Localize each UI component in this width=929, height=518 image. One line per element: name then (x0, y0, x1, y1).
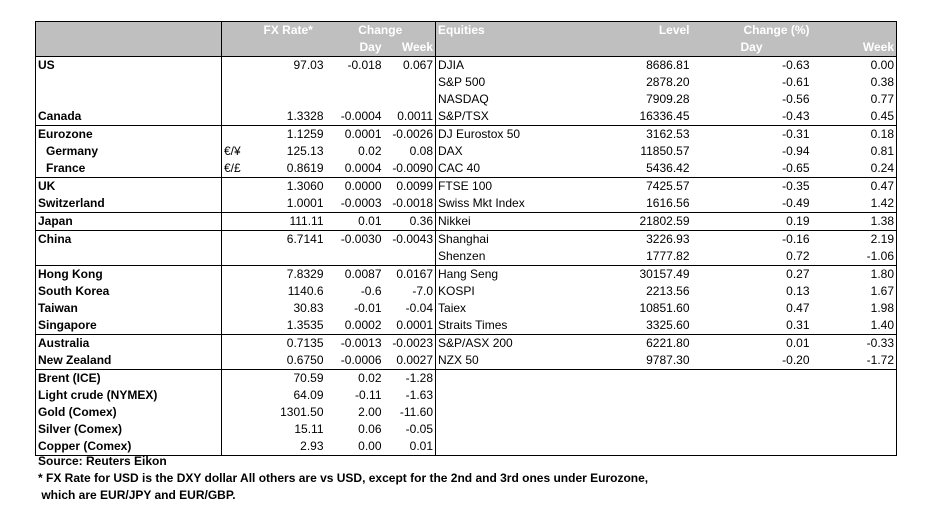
equity-week-change-cell: 1.80 (812, 266, 897, 284)
header-equities: Equities (436, 22, 584, 40)
equity-day-change-cell (692, 421, 812, 438)
equity-day-change-cell: -0.63 (692, 57, 812, 75)
equity-index-cell: Hang Seng (436, 266, 584, 284)
fx-day-change-cell (326, 91, 384, 108)
header-row-1 (36, 22, 897, 40)
equity-level-cell: 2878.20 (646, 75, 690, 89)
fx-rate-cell: 0.8619 (286, 161, 324, 175)
currency-pair-cell: €/£ (224, 161, 241, 175)
equity-index-cell: CAC 40 (436, 160, 584, 178)
country-cell (36, 91, 222, 108)
header-fx-rate: FX Rate* (262, 22, 326, 40)
fx-day-change-cell (326, 248, 384, 266)
equity-day-change-cell (692, 404, 812, 421)
table-row (36, 108, 897, 126)
equity-index-cell: Swiss Mkt Index (436, 195, 584, 213)
equity-day-change-cell: -0.35 (692, 178, 812, 196)
equity-level-cell: 7909.28 (646, 92, 690, 106)
source-note: Source: Reuters Eikon (38, 454, 167, 468)
currency-pair-cell (222, 404, 262, 421)
equity-level-cell: 9787.30 (646, 353, 690, 367)
equity-level-cell (584, 404, 692, 421)
table-row (36, 404, 897, 421)
table-row (36, 283, 897, 300)
fx-rate-cell: 1.3060 (262, 178, 326, 196)
country-cell: US (36, 57, 222, 75)
equity-level-cell: 11850.57 (640, 144, 690, 158)
equity-day-change-cell: -0.61 (782, 75, 810, 89)
fx-rate-cell: 6.7141 (262, 231, 326, 249)
equity-index-cell (436, 404, 584, 421)
fx-day-change-cell: -0.01 (354, 301, 382, 315)
fx-day-change-cell: -0.0004 (340, 109, 382, 123)
currency-pair-cell (222, 231, 262, 249)
equity-day-change-cell: -0.31 (692, 126, 812, 144)
equity-index-cell (436, 421, 584, 438)
country-cell: Switzerland (36, 195, 222, 213)
equity-index-cell (436, 387, 584, 404)
fx-day-change-cell: -0.0003 (340, 196, 382, 210)
country-cell (36, 248, 222, 266)
equity-level-cell (584, 421, 692, 438)
header-change: Change (326, 22, 436, 40)
fx-day-change-cell: -0.018 (326, 57, 384, 75)
table-row (36, 387, 897, 404)
currency-pair-cell (222, 421, 262, 438)
country-cell: South Korea (36, 283, 222, 300)
currency-pair-cell (222, 178, 262, 196)
fx-day-change-cell: 0.02 (358, 144, 382, 158)
equity-day-change-cell: 0.19 (692, 213, 812, 231)
equity-level-cell (584, 370, 692, 388)
currency-pair-cell (222, 387, 262, 404)
equity-level-cell: 21802.59 (584, 213, 692, 231)
header-week2: Week (812, 39, 897, 57)
currency-pair-cell (222, 300, 262, 317)
fx-day-change-cell: 0.06 (358, 422, 382, 436)
fx-week-change-cell: 0.0027 (396, 353, 434, 367)
equity-week-change-cell (812, 387, 897, 404)
fx-day-change-cell: -0.0013 (326, 335, 384, 353)
fx-week-change-cell: -11.60 (399, 405, 434, 419)
equity-week-change-cell: 1.98 (870, 301, 895, 315)
table-body (36, 57, 897, 456)
equity-index-cell: S&P/ASX 200 (436, 335, 584, 353)
equity-week-change-cell (812, 438, 897, 456)
country-cell: France (36, 160, 222, 178)
fx-rate-cell: 1.3535 (286, 318, 324, 332)
table-row (36, 352, 897, 370)
equity-index-cell: FTSE 100 (436, 178, 584, 196)
country-cell: UK (36, 178, 222, 196)
fx-rate-cell: 0.7135 (262, 335, 326, 353)
currency-pair-cell (222, 352, 262, 370)
fx-week-change-cell (384, 74, 436, 91)
fx-day-change-cell: -0.6 (360, 284, 382, 298)
country-cell: Light crude (NYMEX) (36, 387, 222, 404)
country-cell (36, 74, 222, 91)
equity-level-cell: 3226.93 (584, 231, 692, 249)
currency-pair-cell (222, 126, 262, 144)
fx-week-change-cell: 0.01 (409, 439, 434, 453)
equity-week-change-cell (812, 421, 897, 438)
country-cell: Germany (36, 143, 222, 160)
fx-week-change-cell: 0.36 (384, 213, 436, 231)
fx-week-change-cell (384, 91, 436, 108)
country-cell: Singapore (36, 317, 222, 335)
table-row (36, 74, 897, 91)
equity-index-cell: S&P/TSX (436, 108, 584, 126)
fx-week-change-cell: -0.05 (405, 422, 434, 436)
equity-week-change-cell: 1.67 (870, 284, 895, 298)
equity-level-cell: 5436.42 (646, 161, 690, 175)
fx-day-change-cell (326, 74, 384, 91)
fx-rate-cell: 1.1259 (262, 126, 326, 144)
equity-week-change-cell: 0.38 (870, 75, 895, 89)
country-cell: Canada (36, 108, 222, 126)
currency-pair-cell (222, 195, 262, 213)
equity-index-cell: DJ Eurostox 50 (436, 126, 584, 144)
equity-index-cell (436, 370, 584, 388)
equity-day-change-cell: 0.31 (786, 318, 810, 332)
table-row (36, 213, 897, 231)
fx-week-change-cell: -0.0026 (384, 126, 436, 144)
header-week: Week (384, 39, 436, 57)
table-row (36, 126, 897, 144)
currency-pair-cell (222, 108, 262, 126)
equity-level-cell: 3162.53 (584, 126, 692, 144)
fx-rate-cell (262, 74, 326, 91)
fx-week-change-cell: 0.067 (384, 57, 436, 75)
equity-day-change-cell: -0.65 (782, 161, 810, 175)
currency-pair-cell (222, 213, 262, 231)
fx-week-change-cell: -1.63 (405, 388, 434, 402)
equity-level-cell: 16336.45 (639, 109, 690, 123)
fx-day-change-cell: 0.0004 (344, 161, 382, 175)
fx-footnote-cont: which are EUR/JPY and EUR/GBP. (38, 488, 236, 502)
equity-index-cell: NZX 50 (436, 352, 584, 370)
equity-level-cell: 3325.60 (646, 318, 690, 332)
equity-day-change-cell: 0.13 (786, 284, 810, 298)
table-row (36, 248, 897, 266)
table-row (36, 143, 897, 160)
currency-pair-cell (222, 266, 262, 284)
currency-pair-cell: €/¥ (224, 144, 241, 158)
fx-rate-cell: 64.09 (293, 388, 324, 402)
fx-day-change-cell: -0.0006 (340, 353, 382, 367)
fx-rate-cell: 2.93 (300, 439, 324, 453)
table-row (36, 231, 897, 249)
equity-day-change-cell (692, 387, 812, 404)
equity-level-cell: 8686.81 (584, 57, 692, 75)
equity-day-change-cell: -0.43 (782, 109, 810, 123)
equity-index-cell: Straits Times (436, 317, 584, 335)
fx-day-change-cell: 0.02 (326, 370, 384, 388)
fx-rate-cell: 70.59 (262, 370, 326, 388)
equity-day-change-cell: -0.49 (782, 196, 810, 210)
table-row (36, 178, 897, 196)
footnotes (38, 453, 648, 504)
country-cell: Gold (Comex) (36, 404, 222, 421)
fx-rate-cell: 15.11 (294, 422, 324, 436)
header-row-2 (36, 39, 897, 57)
equity-level-cell: 2213.56 (646, 284, 690, 298)
equity-index-cell: Nikkei (436, 213, 584, 231)
table-row (36, 57, 897, 75)
country-cell: Copper (Comex) (36, 438, 222, 456)
equity-day-change-cell: -0.56 (782, 92, 810, 106)
equity-day-change-cell: 0.72 (786, 249, 810, 263)
fx-rate-cell: 1140.6 (287, 284, 324, 298)
table-row (36, 421, 897, 438)
fx-rate-cell: 125.13 (286, 144, 324, 158)
equity-index-cell: Shenzen (436, 248, 584, 266)
currency-pair-cell (222, 283, 262, 300)
equity-level-cell: 7425.57 (584, 178, 692, 196)
header-level: Level (584, 22, 692, 40)
country-cell: Taiwan (36, 300, 222, 317)
fx-week-change-cell: -0.0043 (384, 231, 436, 249)
currency-pair-cell (222, 248, 262, 266)
header-day: Day (326, 39, 384, 57)
equity-index-cell: Shanghai (436, 231, 584, 249)
fx-week-change-cell: -0.0018 (392, 196, 434, 210)
header-day2: Day (692, 39, 812, 57)
currency-pair-cell (222, 74, 262, 91)
fx-week-change-cell: -0.0090 (392, 161, 434, 175)
fx-day-change-cell: -0.11 (355, 388, 382, 402)
equity-week-change-cell: 0.45 (870, 109, 895, 123)
equity-index-cell: KOSPI (436, 283, 584, 300)
equity-level-cell: 6221.80 (584, 335, 692, 353)
equity-week-change-cell: 0.77 (870, 92, 895, 106)
fx-week-change-cell: -0.0023 (384, 335, 436, 353)
country-cell: China (36, 231, 222, 249)
country-cell: Silver (Comex) (36, 421, 222, 438)
equity-week-change-cell: 1.40 (870, 318, 895, 332)
equity-day-change-cell (692, 370, 812, 388)
fx-week-change-cell: -0.04 (405, 301, 434, 315)
equity-index-cell: S&P 500 (436, 74, 584, 91)
currency-pair-cell (222, 91, 262, 108)
fx-week-change-cell: -1.28 (384, 370, 436, 388)
equity-week-change-cell: 1.38 (812, 213, 897, 231)
equity-week-change-cell: 0.81 (870, 144, 895, 158)
fx-day-change-cell: 0.01 (326, 213, 384, 231)
currency-pair-cell (222, 335, 262, 353)
equity-week-change-cell: 2.19 (812, 231, 897, 249)
fx-rate-cell: 30.83 (293, 301, 324, 315)
fx-week-change-cell: 0.0001 (396, 318, 434, 332)
table-row (36, 335, 897, 353)
equity-index-cell: DAX (436, 143, 584, 160)
fx-day-change-cell: 0.00 (358, 439, 382, 453)
equity-level-cell: 30157.49 (584, 266, 692, 284)
country-cell: New Zealand (36, 352, 222, 370)
table-row (36, 195, 897, 213)
market-table (35, 21, 897, 456)
fx-day-change-cell: 0.0002 (344, 318, 382, 332)
country-cell: Japan (36, 213, 222, 231)
equity-index-cell: DJIA (436, 57, 584, 75)
fx-footnote: * FX Rate for USD is the DXY dollar All others are vs USD, except for the 2nd and 3rd ones under Eurozone, (38, 471, 649, 485)
country-cell: Hong Kong (36, 266, 222, 284)
equity-level-cell: 10851.60 (639, 301, 690, 315)
equity-level-cell: 1616.56 (646, 196, 690, 210)
equity-week-change-cell: 0.24 (870, 161, 895, 175)
fx-day-change-cell: 0.0087 (326, 266, 384, 284)
fx-week-change-cell: 0.08 (409, 144, 434, 158)
fx-week-change-cell: 0.0099 (384, 178, 436, 196)
table-row (36, 266, 897, 284)
equity-week-change-cell: -1.06 (866, 249, 895, 263)
fx-week-change-cell: 0.0011 (397, 109, 434, 123)
equity-day-change-cell: -0.94 (782, 144, 810, 158)
fx-rate-cell: 1.3328 (286, 109, 324, 123)
equity-day-change-cell: -0.20 (782, 353, 810, 367)
fx-week-change-cell: 0.0167 (384, 266, 436, 284)
fx-rate-cell: 111.11 (262, 213, 326, 231)
equity-day-change-cell: -0.16 (692, 231, 812, 249)
equity-week-change-cell (812, 404, 897, 421)
table-row (36, 91, 897, 108)
fx-rate-cell: 0.6750 (286, 353, 324, 367)
equity-week-change-cell: 1.42 (870, 196, 895, 210)
table-row (36, 317, 897, 335)
fx-week-change-cell (384, 248, 436, 266)
fx-rate-cell: 7.8329 (262, 266, 326, 284)
fx-rate-cell: 1301.50 (280, 405, 324, 419)
fx-day-change-cell: 2.00 (358, 405, 382, 419)
equity-week-change-cell: -1.72 (866, 353, 895, 367)
fx-day-change-cell: 0.0001 (326, 126, 384, 144)
country-cell: Australia (36, 335, 222, 353)
fx-rate-cell (262, 91, 326, 108)
equity-day-change-cell: 0.01 (692, 335, 812, 353)
equity-week-change-cell: 0.47 (812, 178, 897, 196)
equity-index-cell: NASDAQ (436, 91, 584, 108)
fx-day-change-cell: -0.0030 (326, 231, 384, 249)
equity-index-cell: Taiex (436, 300, 584, 317)
table-row (36, 300, 897, 317)
country-cell: Eurozone (36, 126, 222, 144)
equity-day-change-cell: 0.47 (786, 301, 810, 315)
table-row (36, 160, 897, 178)
currency-pair-cell (222, 317, 262, 335)
equity-day-change-cell: 0.27 (692, 266, 812, 284)
equity-level-cell: 1777.82 (646, 249, 690, 263)
equity-week-change-cell: 0.18 (812, 126, 897, 144)
table-row (36, 370, 897, 388)
fx-day-change-cell: 0.0000 (326, 178, 384, 196)
equity-level-cell (584, 387, 692, 404)
fx-rate-cell: 97.03 (262, 57, 326, 75)
fx-week-change-cell: -7.0 (412, 284, 434, 298)
header-change-pct: Change (%) (692, 22, 812, 40)
equity-week-change-cell: 0.00 (812, 57, 897, 75)
fx-rate-cell (262, 248, 326, 266)
currency-pair-cell (222, 370, 262, 388)
country-cell: Brent (ICE) (36, 370, 222, 388)
fx-rate-cell: 1.0001 (286, 196, 324, 210)
currency-pair-cell (222, 57, 262, 75)
equity-day-change-cell (692, 438, 812, 456)
equity-week-change-cell (812, 370, 897, 388)
equity-week-change-cell: -0.33 (812, 335, 897, 353)
